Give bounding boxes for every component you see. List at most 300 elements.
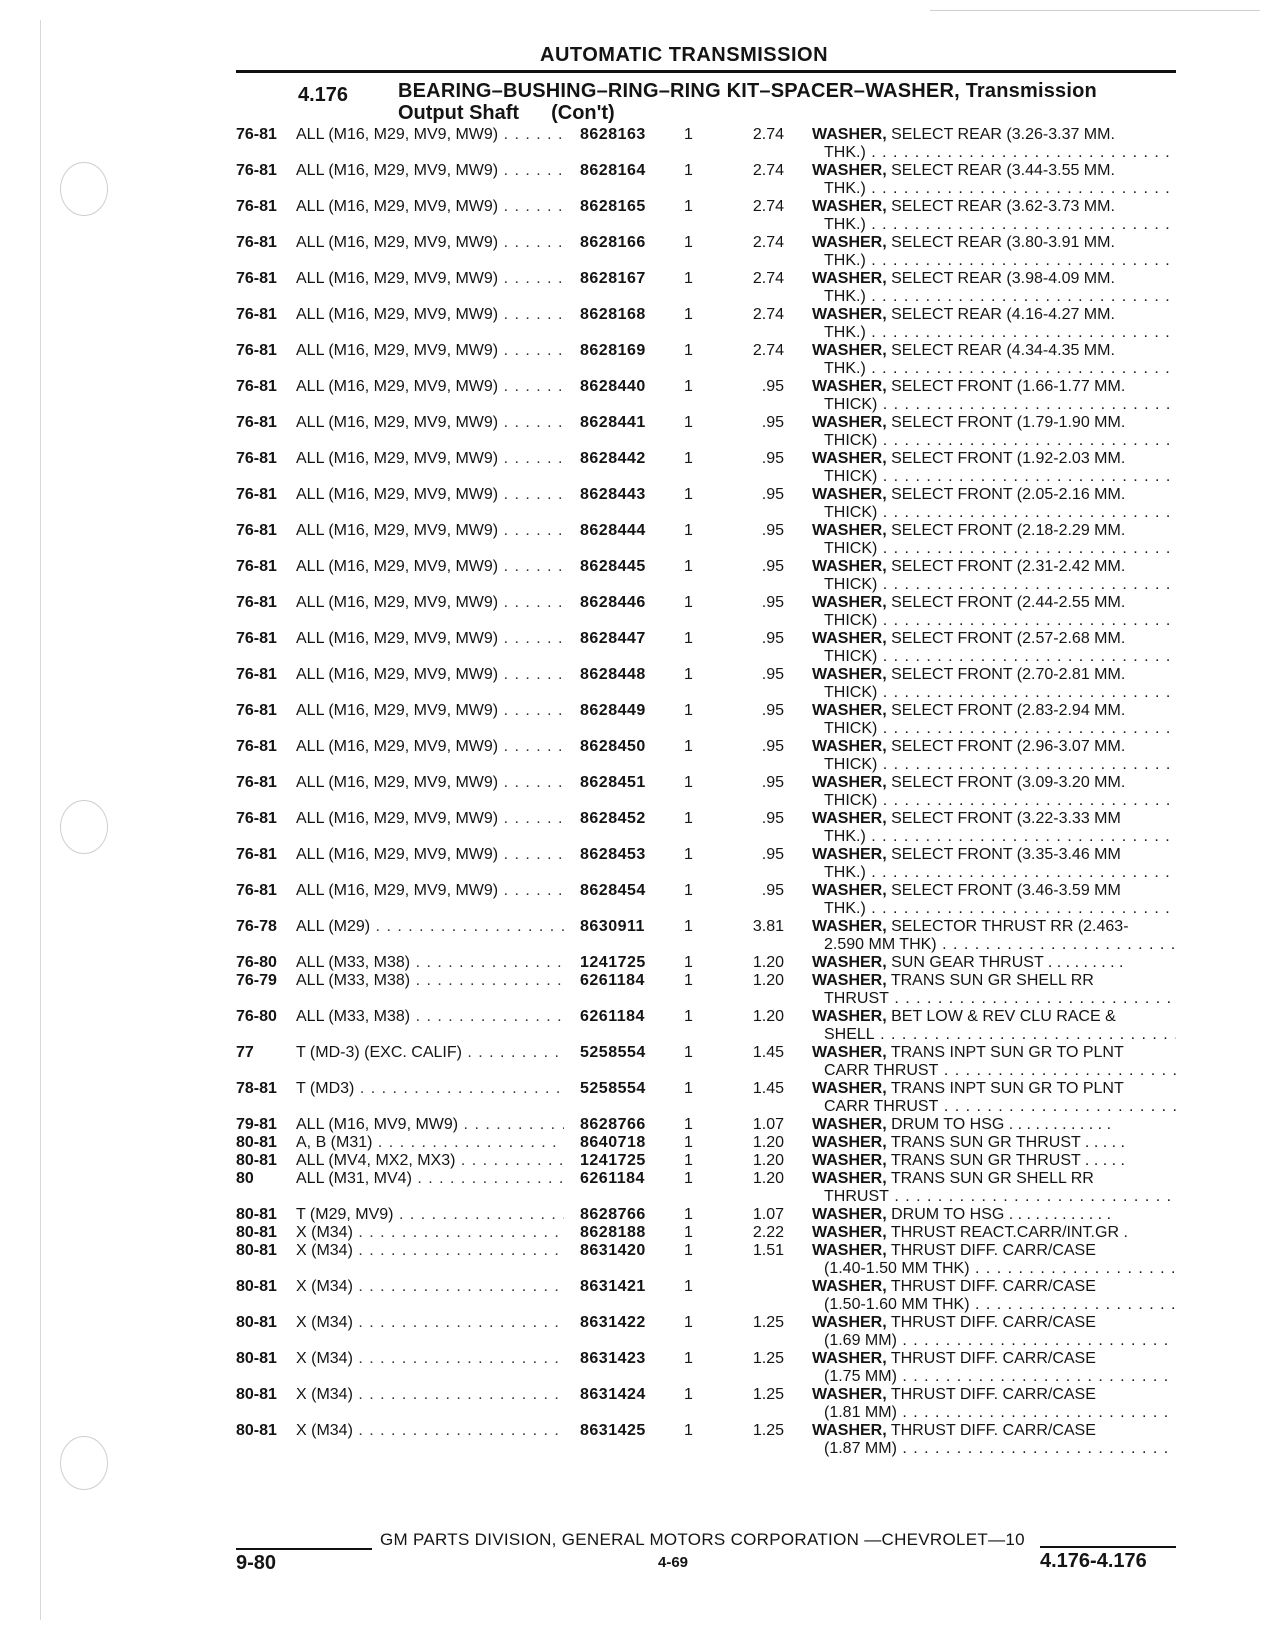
- row-year: 80-81: [236, 1278, 277, 1295]
- page-header: AUTOMATIC TRANSMISSION: [540, 44, 829, 66]
- row-desc-line1: [812, 1170, 1176, 1188]
- row-part-name: WASHER,: [812, 270, 887, 287]
- row-part-name: WASHER,: [812, 162, 887, 179]
- row-desc-line2: THICK) . . .: [812, 540, 1176, 558]
- row-desc-line2: THICK) . . .: [812, 720, 1176, 738]
- row-price: 1.25: [752, 1386, 784, 1403]
- row-model: X (M34) . . .: [296, 1224, 564, 1242]
- punch-hole: [60, 1436, 108, 1490]
- row-part-number: 8628452: [580, 810, 646, 827]
- row-part-number: 8631420: [580, 1242, 646, 1259]
- row-desc-line2: (1.75 MM) . . .: [812, 1368, 1176, 1386]
- row-price: .95: [761, 882, 784, 899]
- row-year: 76-81: [236, 702, 277, 719]
- row-desc-text: SELECT FRONT (2.44-2.55 MM.: [891, 594, 1126, 611]
- row-part-name: WASHER,: [812, 702, 887, 719]
- row-model: ALL (M16, M29, MV9, MW9) . . .: [296, 522, 564, 540]
- row-model: ALL (M16, M29, MV9, MW9) . . .: [296, 882, 564, 900]
- row-quantity: 1: [684, 306, 693, 323]
- row-price: .95: [761, 450, 784, 467]
- row-year: 80-81: [236, 1206, 277, 1223]
- row-part-name: WASHER,: [812, 1242, 887, 1259]
- row-part-number: 8628445: [580, 558, 646, 575]
- row-model: ALL (M16, M29, MV9, MW9) . . .: [296, 738, 564, 756]
- row-desc-line2: THICK) . . .: [812, 648, 1176, 666]
- row-part-name: WASHER,: [812, 666, 887, 683]
- row-part-name: WASHER,: [812, 1134, 887, 1151]
- row-quantity: 1: [684, 882, 693, 899]
- row-quantity: 1: [684, 1242, 693, 1259]
- row-price: 2.22: [752, 1224, 784, 1241]
- row-model: ALL (M33, M38) . . .: [296, 972, 564, 990]
- row-year: 76-81: [236, 882, 277, 899]
- row-quantity: 1: [684, 594, 693, 611]
- row-price: .95: [761, 594, 784, 611]
- row-price: 1.07: [752, 1206, 784, 1223]
- row-part-number: 8628453: [580, 846, 646, 863]
- row-part-number: 8628168: [580, 306, 646, 323]
- row-description: [812, 1116, 1176, 1134]
- row-desc-line1: [812, 558, 1176, 576]
- row-model: ALL (M16, M29, MV9, MW9) . . .: [296, 306, 564, 324]
- row-desc-line2: (1.69 MM) . . .: [812, 1332, 1176, 1350]
- row-part-number: 8628165: [580, 198, 646, 215]
- section-continued: (Con't): [551, 102, 615, 124]
- row-quantity: 1: [684, 918, 693, 935]
- row-description: [812, 774, 1176, 810]
- row-description: [812, 630, 1176, 666]
- row-desc-line2: THK.) . . .: [812, 252, 1176, 270]
- row-description: [812, 1350, 1176, 1386]
- row-description: [812, 954, 1176, 972]
- row-quantity: 1: [684, 1422, 693, 1439]
- row-quantity: 1: [684, 270, 693, 287]
- row-part-number: 1241725: [580, 954, 646, 971]
- row-year: 76-81: [236, 558, 277, 575]
- row-quantity: 1: [684, 486, 693, 503]
- row-quantity: 1: [684, 1134, 693, 1151]
- row-desc-line2: THICK) . . .: [812, 576, 1176, 594]
- row-model: ALL (M16, M29, MV9, MW9) . . .: [296, 810, 564, 828]
- row-description: [812, 1224, 1176, 1242]
- footer-date: 9-80: [236, 1552, 277, 1574]
- row-model: ALL (M16, M29, MV9, MW9) . . .: [296, 414, 564, 432]
- row-part-name: WASHER,: [812, 1044, 887, 1061]
- row-desc-line2: THK.) . . .: [812, 864, 1176, 882]
- row-desc-text: BET LOW & REV CLU RACE &: [891, 1008, 1116, 1025]
- row-model: A, B (M31) . . .: [296, 1134, 564, 1152]
- row-desc-text: SUN GEAR THRUST . . . . . . . . .: [891, 954, 1124, 971]
- row-desc-line2: THICK) . . .: [812, 396, 1176, 414]
- row-desc-line1: [812, 918, 1176, 936]
- row-desc-text: THRUST DIFF. CARR/CASE: [890, 1422, 1096, 1439]
- row-desc-line1: [812, 1008, 1176, 1026]
- row-model: T (MD3) . . .: [296, 1080, 564, 1098]
- row-description: [812, 1242, 1176, 1278]
- row-quantity: 1: [684, 162, 693, 179]
- row-price: 2.74: [752, 162, 784, 179]
- row-description: [812, 1134, 1176, 1152]
- row-price: .95: [761, 702, 784, 719]
- row-desc-line1: [812, 1242, 1176, 1260]
- row-price: 2.74: [752, 342, 784, 359]
- row-price: .95: [761, 630, 784, 647]
- row-model: T (MD-3) (EXC. CALIF) . . .: [296, 1044, 564, 1062]
- row-model: ALL (M16, MV9, MW9) . . .: [296, 1116, 564, 1134]
- row-desc-text: SELECT REAR (3.26-3.37 MM.: [891, 126, 1115, 143]
- row-desc-line1: [812, 954, 1176, 972]
- row-part-number: 8628163: [580, 126, 646, 143]
- row-part-number: 8628442: [580, 450, 646, 467]
- row-price: .95: [761, 738, 784, 755]
- row-year: 76-81: [236, 810, 277, 827]
- row-model: ALL (M16, M29, MV9, MW9) . . .: [296, 774, 564, 792]
- row-quantity: 1: [684, 1116, 693, 1133]
- row-description: [812, 126, 1176, 162]
- row-desc-line1: [812, 846, 1176, 864]
- row-model: ALL (M29) . . .: [296, 918, 564, 936]
- row-desc-text: SELECT FRONT (1.66-1.77 MM.: [891, 378, 1126, 395]
- row-price: 2.74: [752, 306, 784, 323]
- row-model: ALL (M16, M29, MV9, MW9) . . .: [296, 342, 564, 360]
- row-part-name: WASHER,: [812, 126, 887, 143]
- row-quantity: 1: [684, 126, 693, 143]
- row-part-name: WASHER,: [812, 558, 887, 575]
- row-part-name: WASHER,: [812, 414, 887, 431]
- row-description: [812, 972, 1176, 1008]
- row-part-number: 8628766: [580, 1116, 646, 1133]
- row-desc-text: TRANS INPT SUN GR TO PLNT: [890, 1080, 1124, 1097]
- row-description: [812, 594, 1176, 630]
- row-quantity: 1: [684, 1170, 693, 1187]
- row-year: 76-81: [236, 630, 277, 647]
- row-desc-line2: (1.40-1.50 MM THK) . . .: [812, 1260, 1176, 1278]
- row-desc-line2: THRUST . . .: [812, 1188, 1176, 1206]
- row-model: T (M29, MV9) . . .: [296, 1206, 564, 1224]
- row-desc-text: THRUST DIFF. CARR/CASE: [890, 1242, 1096, 1259]
- row-part-name: WASHER,: [812, 522, 887, 539]
- row-description: [812, 1152, 1176, 1170]
- row-description: [812, 702, 1176, 738]
- row-desc-text: SELECT REAR (3.44-3.55 MM.: [891, 162, 1115, 179]
- row-desc-line2: THK.) . . .: [812, 144, 1176, 162]
- row-description: [812, 234, 1176, 270]
- row-quantity: 1: [684, 1008, 693, 1025]
- row-model: ALL (M16, M29, MV9, MW9) . . .: [296, 450, 564, 468]
- row-quantity: 1: [684, 810, 693, 827]
- row-model: ALL (M16, M29, MV9, MW9) . . .: [296, 846, 564, 864]
- row-part-number: 8628440: [580, 378, 646, 395]
- row-quantity: 1: [684, 954, 693, 971]
- row-desc-text: SELECT FRONT (2.70-2.81 MM.: [891, 666, 1126, 683]
- row-year: 77: [236, 1044, 254, 1061]
- row-part-name: WASHER,: [812, 1116, 887, 1133]
- row-part-name: WASHER,: [812, 1152, 887, 1169]
- row-quantity: 1: [684, 1080, 693, 1097]
- row-part-number: 8630911: [580, 918, 645, 935]
- row-part-name: WASHER,: [812, 918, 887, 935]
- row-part-number: 8628441: [580, 414, 646, 431]
- row-part-number: 8628446: [580, 594, 646, 611]
- row-desc-text: SELECT FRONT (3.35-3.46 MM: [891, 846, 1121, 863]
- row-desc-line1: [812, 972, 1176, 990]
- row-year: 76-81: [236, 594, 277, 611]
- row-desc-line2: CARR THRUST . . .: [812, 1098, 1176, 1116]
- row-price: 1.20: [752, 1008, 784, 1025]
- row-description: [812, 486, 1176, 522]
- row-price: .95: [761, 522, 784, 539]
- row-part-number: 8628443: [580, 486, 646, 503]
- row-desc-line1: [812, 1224, 1176, 1242]
- row-desc-line1: [812, 702, 1176, 720]
- row-year: 80-81: [236, 1422, 277, 1439]
- row-year: 80-81: [236, 1152, 277, 1169]
- row-model: ALL (M33, M38) . . .: [296, 1008, 564, 1026]
- row-year: 76-81: [236, 450, 277, 467]
- row-desc-line2: THK.) . . .: [812, 180, 1176, 198]
- row-desc-text: THRUST DIFF. CARR/CASE: [890, 1386, 1096, 1403]
- row-year: 76-81: [236, 234, 277, 251]
- row-desc-text: SELECT FRONT (2.96-3.07 MM.: [891, 738, 1126, 755]
- row-desc-line1: [812, 486, 1176, 504]
- row-desc-text: SELECT REAR (4.34-4.35 MM.: [891, 342, 1115, 359]
- row-part-name: WASHER,: [812, 198, 887, 215]
- row-part-number: 6261184: [580, 1008, 645, 1025]
- row-desc-line1: [812, 522, 1176, 540]
- row-desc-line1: [812, 594, 1176, 612]
- row-year: 80-81: [236, 1350, 277, 1367]
- row-desc-line1: [812, 738, 1176, 756]
- row-year: 76-79: [236, 972, 277, 989]
- row-description: [812, 198, 1176, 234]
- row-description: [812, 450, 1176, 486]
- row-desc-line1: [812, 414, 1176, 432]
- row-model: X (M34) . . .: [296, 1278, 564, 1296]
- row-desc-line1: [812, 1134, 1176, 1152]
- row-desc-line2: THK.) . . .: [812, 324, 1176, 342]
- row-price: 1.20: [752, 1152, 784, 1169]
- row-model: ALL (M16, M29, MV9, MW9) . . .: [296, 702, 564, 720]
- row-model: ALL (M16, M29, MV9, MW9) . . .: [296, 378, 564, 396]
- row-description: [812, 918, 1176, 954]
- row-desc-line1: [812, 1080, 1176, 1098]
- row-desc-line1: [812, 234, 1176, 252]
- row-year: 76-80: [236, 1008, 277, 1025]
- row-part-number: 8628167: [580, 270, 646, 287]
- row-part-name: WASHER,: [812, 1386, 887, 1403]
- row-part-name: WASHER,: [812, 486, 887, 503]
- row-quantity: 1: [684, 774, 693, 791]
- row-desc-text: SELECT FRONT (3.22-3.33 MM: [891, 810, 1121, 827]
- section-number: 4.176: [298, 84, 349, 106]
- row-quantity: 1: [684, 972, 693, 989]
- row-desc-line2: CARR THRUST . . .: [812, 1062, 1176, 1080]
- row-model: X (M34) . . .: [296, 1422, 564, 1440]
- row-part-name: WASHER,: [812, 450, 887, 467]
- row-desc-line1: [812, 162, 1176, 180]
- row-part-name: WASHER,: [812, 1080, 887, 1097]
- row-desc-text: DRUM TO HSG . . . . . . . . . . . .: [891, 1206, 1112, 1223]
- row-desc-text: SELECT FRONT (3.46-3.59 MM: [891, 882, 1121, 899]
- row-description: [812, 882, 1176, 918]
- row-price: 1.45: [752, 1080, 784, 1097]
- row-desc-line2: (1.87 MM) . . .: [812, 1440, 1176, 1458]
- row-description: [812, 306, 1176, 342]
- row-description: [812, 1170, 1176, 1206]
- row-desc-text: SELECT FRONT (2.83-2.94 MM.: [891, 702, 1126, 719]
- row-description: [812, 522, 1176, 558]
- row-part-name: WASHER,: [812, 378, 887, 395]
- row-part-name: WASHER,: [812, 882, 887, 899]
- footer-rule-right: [1040, 1546, 1176, 1548]
- page-number: 4-69: [658, 1554, 689, 1571]
- row-part-name: WASHER,: [812, 1170, 887, 1187]
- row-quantity: 1: [684, 342, 693, 359]
- row-desc-text: SELECT REAR (3.98-4.09 MM.: [891, 270, 1115, 287]
- row-part-name: WASHER,: [812, 594, 887, 611]
- row-desc-line1: [812, 450, 1176, 468]
- header-rule: [236, 70, 1176, 73]
- row-quantity: 1: [684, 522, 693, 539]
- top-scan-line: [930, 10, 1260, 11]
- row-price: 1.20: [752, 1134, 784, 1151]
- row-part-number: 8640718: [580, 1134, 646, 1151]
- row-price: .95: [761, 558, 784, 575]
- row-description: [812, 162, 1176, 198]
- row-part-name: WASHER,: [812, 1350, 887, 1367]
- row-price: 1.20: [752, 972, 784, 989]
- row-part-name: WASHER,: [812, 846, 887, 863]
- row-year: 76-81: [236, 846, 277, 863]
- row-desc-text: SELECT REAR (4.16-4.27 MM.: [891, 306, 1115, 323]
- row-description: [812, 414, 1176, 450]
- row-desc-text: SELECT FRONT (3.09-3.20 MM.: [891, 774, 1126, 791]
- row-price: 1.25: [752, 1350, 784, 1367]
- row-year: 79-81: [236, 1116, 277, 1133]
- row-desc-text: TRANS SUN GR THRUST . . . . .: [890, 1152, 1125, 1169]
- footer-rule-left: [236, 1548, 372, 1550]
- row-description: [812, 558, 1176, 594]
- section-title: BEARING–BUSHING–RING–RING KIT–SPACER–WASHER, Transmission: [398, 80, 1097, 102]
- row-part-number: 8628164: [580, 162, 646, 179]
- row-desc-text: SELECT REAR (3.62-3.73 MM.: [891, 198, 1115, 215]
- section-subtitle-text: Output Shaft: [398, 102, 520, 124]
- row-model: X (M34) . . .: [296, 1350, 564, 1368]
- row-year: 80-81: [236, 1224, 277, 1241]
- row-quantity: 1: [684, 846, 693, 863]
- row-part-number: 6261184: [580, 1170, 645, 1187]
- row-desc-text: SELECT FRONT (1.79-1.90 MM.: [891, 414, 1126, 431]
- row-desc-text: THRUST DIFF. CARR/CASE: [890, 1278, 1096, 1295]
- row-quantity: 1: [684, 630, 693, 647]
- row-price: 2.74: [752, 234, 784, 251]
- row-part-name: WASHER,: [812, 306, 887, 323]
- footer-section-range: 4.176-4.176: [1040, 1550, 1147, 1572]
- row-desc-line2: THK.) . . .: [812, 828, 1176, 846]
- row-desc-line1: [812, 270, 1176, 288]
- row-part-name: WASHER,: [812, 1224, 887, 1241]
- row-year: 80-81: [236, 1242, 277, 1259]
- row-year: 76-81: [236, 342, 277, 359]
- row-description: [812, 1008, 1176, 1044]
- row-quantity: 1: [684, 1044, 693, 1061]
- row-desc-line2: (1.50-1.60 MM THK) . . .: [812, 1296, 1176, 1314]
- row-price: .95: [761, 666, 784, 683]
- row-part-name: WASHER,: [812, 630, 887, 647]
- row-part-number: 8628166: [580, 234, 646, 251]
- row-year: 76-81: [236, 738, 277, 755]
- row-quantity: 1: [684, 666, 693, 683]
- row-desc-line1: [812, 810, 1176, 828]
- row-year: 76-81: [236, 306, 277, 323]
- row-model: ALL (M16, M29, MV9, MW9) . . .: [296, 198, 564, 216]
- row-desc-line2: (1.81 MM) . . .: [812, 1404, 1176, 1422]
- row-year: 76-81: [236, 486, 277, 503]
- row-part-name: WASHER,: [812, 1008, 887, 1025]
- row-model: ALL (M16, M29, MV9, MW9) . . .: [296, 270, 564, 288]
- row-part-number: 8631422: [580, 1314, 646, 1331]
- row-desc-line2: THICK) . . .: [812, 468, 1176, 486]
- row-price: 1.20: [752, 1170, 784, 1187]
- row-desc-line1: [812, 1044, 1176, 1062]
- row-year: 80: [236, 1170, 254, 1187]
- row-quantity: 1: [684, 414, 693, 431]
- row-desc-text: SELECT FRONT (2.57-2.68 MM.: [891, 630, 1126, 647]
- row-part-name: WASHER,: [812, 342, 887, 359]
- row-part-number: 8628451: [580, 774, 646, 791]
- row-desc-text: TRANS SUN GR SHELL RR: [890, 972, 1094, 989]
- row-desc-text: SELECT REAR (3.80-3.91 MM.: [891, 234, 1115, 251]
- row-year: 76-81: [236, 126, 277, 143]
- row-description: [812, 666, 1176, 702]
- section-subtitle: [398, 102, 615, 125]
- row-price: 1.25: [752, 1422, 784, 1439]
- row-description: [812, 1386, 1176, 1422]
- row-price: 1.25: [752, 1314, 784, 1331]
- row-quantity: 1: [684, 378, 693, 395]
- row-price: 1.07: [752, 1116, 784, 1133]
- row-desc-line1: [812, 630, 1176, 648]
- row-part-number: 8628444: [580, 522, 646, 539]
- row-part-name: WASHER,: [812, 1278, 887, 1295]
- row-model: ALL (M16, M29, MV9, MW9) . . .: [296, 234, 564, 252]
- row-price: .95: [761, 486, 784, 503]
- row-price: .95: [761, 414, 784, 431]
- row-desc-text: TRANS SUN GR SHELL RR: [890, 1170, 1094, 1187]
- row-model: ALL (M16, M29, MV9, MW9) . . .: [296, 558, 564, 576]
- row-description: [812, 1422, 1176, 1458]
- row-desc-line2: THICK) . . .: [812, 432, 1176, 450]
- row-year: 76-81: [236, 270, 277, 287]
- row-desc-line2: THK.) . . .: [812, 900, 1176, 918]
- row-desc-line1: [812, 198, 1176, 216]
- row-desc-line1: [812, 126, 1176, 144]
- row-desc-text: SELECT FRONT (1.92-2.03 MM.: [891, 450, 1126, 467]
- row-description: [812, 1044, 1176, 1080]
- row-desc-line1: [812, 1422, 1176, 1440]
- row-description: [812, 270, 1176, 306]
- row-part-name: WASHER,: [812, 1206, 887, 1223]
- row-year: 80-81: [236, 1134, 277, 1151]
- row-desc-line1: [812, 666, 1176, 684]
- row-part-name: WASHER,: [812, 738, 887, 755]
- row-price: 3.81: [752, 918, 784, 935]
- row-part-number: 8628169: [580, 342, 646, 359]
- row-desc-text: THRUST REACT.CARR/INT.GR .: [890, 1224, 1128, 1241]
- row-desc-line2: THICK) . . .: [812, 612, 1176, 630]
- row-model: X (M34) . . .: [296, 1242, 564, 1260]
- row-desc-text: SELECT FRONT (2.31-2.42 MM.: [891, 558, 1126, 575]
